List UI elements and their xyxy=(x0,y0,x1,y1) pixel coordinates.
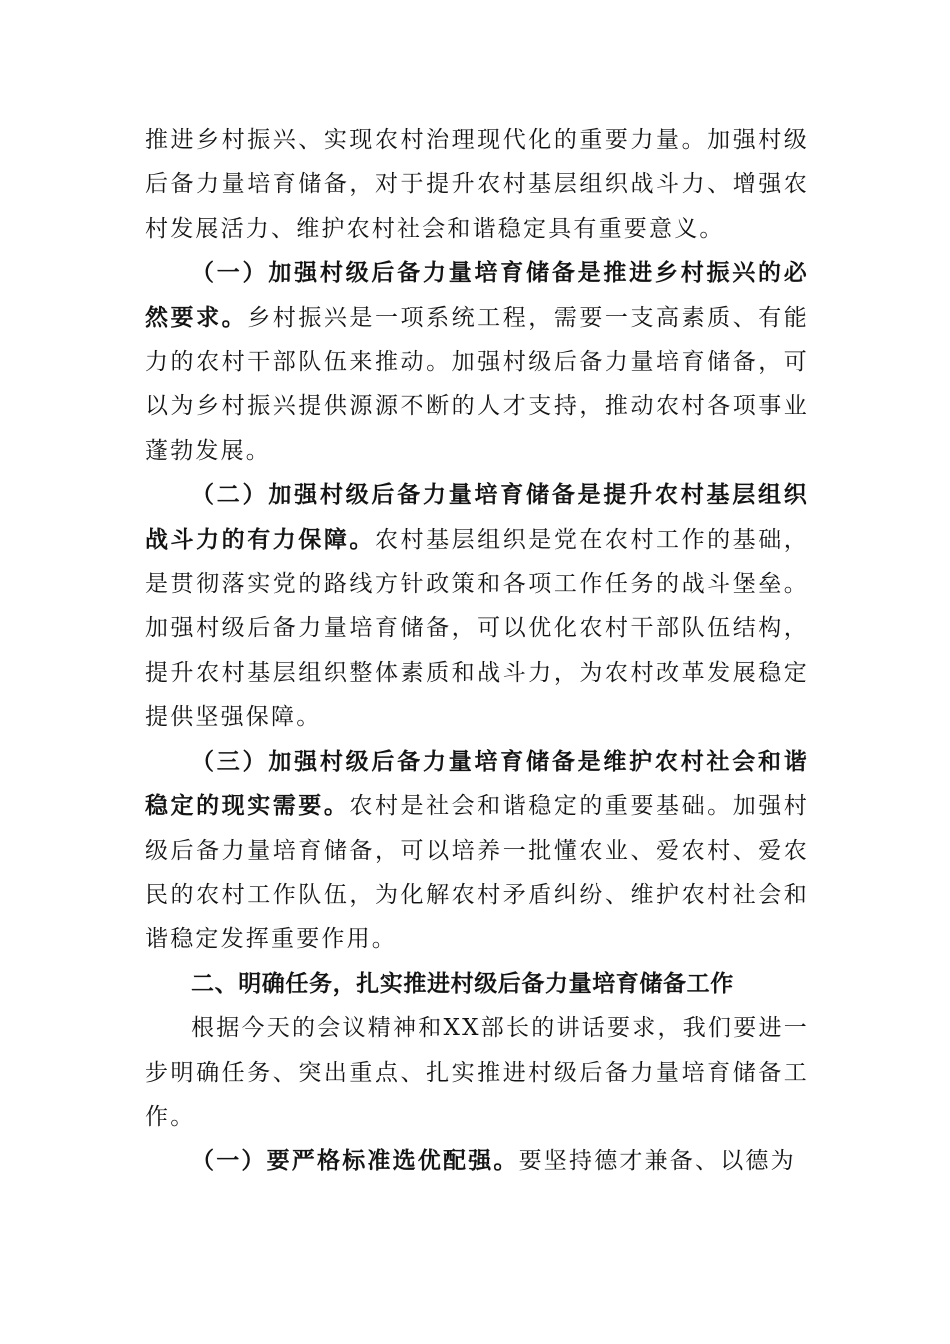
paragraph-point-2 xyxy=(145,473,809,739)
paragraph-text: 要坚持德才兼备、以德为 xyxy=(518,1148,796,1175)
paragraph-text: 根据今天的会议精神和XX部长的讲话要求，我们要进一步明确任务、突出重点、扎实推进村级后备力量培育储备工作。 xyxy=(145,1015,809,1130)
section-heading: 二、明确任务，扎实推进村级后备力量培育储备工作 xyxy=(191,970,734,997)
paragraph-text: 乡村振兴是一项系统工程，需要一支高素质、有能力的农村干部队伍来推动。加强村级后备力量培育储备，可以为乡村振兴提供源源不断的人才支持，推动农村各项事业蓬勃发展。 xyxy=(145,304,809,464)
paragraph-text: 推进乡村振兴、实现农村治理现代化的重要力量。加强村级后备力量培育储备，对于提升农村基层组织战斗力、增强农村发展活力、维护农村社会和谐稳定具有重要意义。 xyxy=(145,127,809,242)
paragraph-lead-sentence: （三）加强村级后备力量培育储备是维护农村社会和谐稳定的现实需要。 xyxy=(145,748,809,820)
paragraph-point-3 xyxy=(145,740,809,962)
paragraph-lead-sentence: （一）加强村级后备力量培育储备是推进乡村振兴的必然要求。 xyxy=(145,260,809,331)
paragraph-section2-intro xyxy=(145,1006,809,1139)
paragraph-lead-sentence: （二）加强村级后备力量培育储备是提升农村基层组织战斗力的有力保障。 xyxy=(145,482,809,553)
paragraph-point-1 xyxy=(145,251,809,473)
paragraph-lead-sentence: （一）要严格标准选优配强。 xyxy=(191,1148,519,1175)
paragraph-intro-continued xyxy=(145,118,809,251)
paragraph-section2-point-1 xyxy=(145,1139,809,1183)
document-body xyxy=(145,118,809,1184)
paragraph-text: 农村是社会和谐稳定的重要基础。加强村级后备力量培育储备，可以培养一批懂农业、爱农村、爱农民的农村工作队伍，为化解农村矛盾纠纷、维护农村社会和谐稳定发挥重要作用。 xyxy=(145,793,809,953)
paragraph-text: 农村基层组织是党在农村工作的基础，是贯彻落实党的路线方针政策和各项工作任务的战斗堡垒。加强村级后备力量培育储备，可以优化农村干部队伍结构，提升农村基层组织整体素质和战斗力，为农村改革发展稳定提供坚强保障。 xyxy=(145,526,809,731)
